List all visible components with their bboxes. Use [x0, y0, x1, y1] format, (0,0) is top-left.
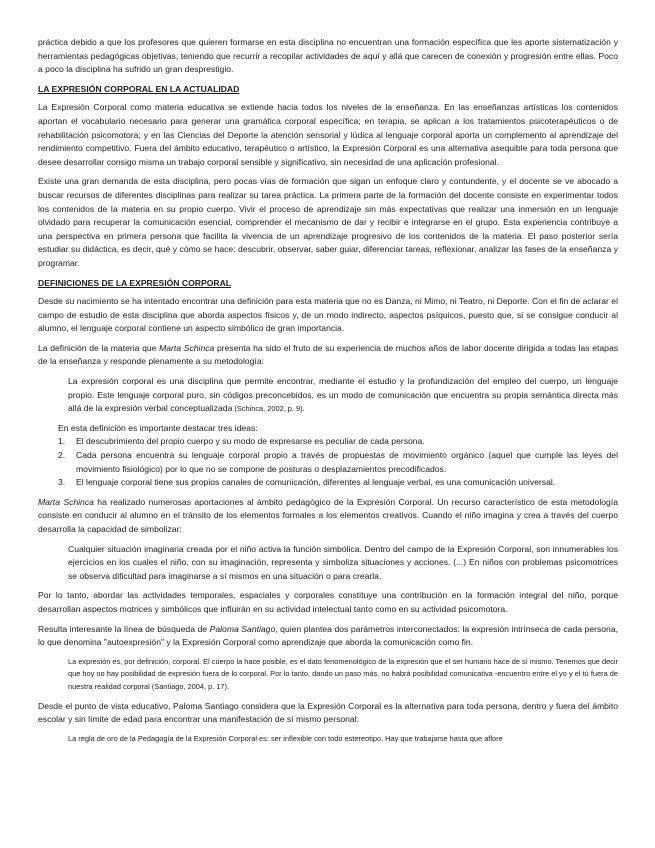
ideas-list: [38, 435, 618, 489]
quote-citation: (Schinca, 2002, p. 9).: [232, 404, 305, 414]
paragraph-schinca-definition: [38, 342, 618, 369]
paragraph-actualidad-2: Existe una gran demanda de esta disciplina, pero pocas vías de formación que sigan un enfoque claro y contundente, y el docente se ve abocado a buscar recursos de diferentes disciplinas para realizar su tarea práctica. La primera parte de la formación del docente consiste en experimentar todos los contenidos de la materia en su propio cuerpo. Vivir el proceso de aprendizaje sin más expectativas que realizar una inmersión en un lenguaje olvidado para recuperar la comunicación esencial, comprender el mecanismo de dar y recibir e integrarse en el grupo. Esta experiencia contribuye a una perspectiva en primera persona que facilita la vivencia de un aprendizaje progresivo de los contenidos de la materia. El paso posterior sería estudiar su didáctica, es decir, qué y cómo se hace: descubrir, observar, saber guiar, diferenciar tareas, reflexionar, analizar las fases de la enseñanza y programar.: [38, 176, 618, 268]
paragraph-text: Resulta interesante la línea de búsqueda de: [38, 623, 210, 634]
ideas-intro: En esta definición es importante destacar tres ideas:: [58, 422, 258, 433]
paragraph-definiciones-1: Desde su nacimiento se ha intentado encontrar una definición para esta materia que no es Danza, ni Mimo, ni Teatro, ni Deporte. Con el fin de aclarar el campo de estudio de esta disciplina que aborda aspectos físicos y, de un modo indirecto, aspectos psíquicos, puesto que, si se consigue conducir al alumno, el lenguaje corporal contiene un aspecto simbólico de gran importancia.: [38, 296, 618, 334]
quote-text: La expresión es, por definición, corporal. El cuerpo la hace posible, es el dato fenomenológico de la expresión que el ser humano hace de sí mismo. Tenemos que decir que hoy no hay posibilidad de expresión fuera de lo corporal. Por lo tanto, dando un paso más, no habrá posibilidad comunicativa -encuentro entre el yo y el tú fuera de nuestra realidad corporal (Santiago, 2004, p. 17).: [68, 656, 618, 691]
list-item: [38, 476, 618, 490]
block-quote-simbolizar: [68, 543, 618, 584]
section-heading-definiciones: DEFINICIONES DE LA EXPRESIÓN CORPORAL: [38, 277, 232, 288]
quote-text: La expresión corporal es una disciplina que permite encontrar, mediante el estudio y la profundización del empleo del cuerpo, un lenguaje propio. Este lenguaje corporal puro, sin códigos preconcebidos, es un modo de comunicación que encuentra su propia semántica directa más allá de la expresión verbal conceptualizada: [68, 376, 618, 414]
paragraph-text: presenta ha sido el fruto de su experiencia de muchos años de labor docente dirigida a todas las etapas de la enseñanza y responde plenamente a su metodología:: [38, 342, 619, 367]
author-name: Paloma Santiago: [209, 623, 276, 634]
section-heading-actualidad: LA EXPRESIÓN CORPORAL EN LA ACTUALIDAD: [38, 83, 240, 94]
list-item-text: Cada persona encuentra su lenguaje corporal propio a través de propuestas de movimiento orgánico (aquel que cumple las leyes del movimiento fisiológico) por lo que no se compone de posturas o desplazamientos precodificados.: [76, 450, 618, 474]
block-quote-santiago: [68, 656, 618, 694]
author-name: Marta Schinca: [159, 342, 215, 353]
paragraph-integral: Por lo tanto, abordar las actividades temporales, espaciales y corporales constituye una contribución en la formación integral del niño, porque desarrollan aspectos motrices y simbólicos que influirán en su actividad intelectual tanto como en su actividad psicomotora.: [38, 590, 618, 614]
list-item-text: El lenguaje corporal tiene sus propios canales de comunicación, diferentes al lenguaje verbal, es una comunicación universal.: [76, 477, 556, 488]
paragraph-text: La definición de la materia que: [38, 342, 160, 353]
quote-body: [68, 375, 618, 416]
author-name: Marta Schinca: [38, 496, 94, 507]
list-item: [38, 449, 618, 476]
intro-paragraph: práctica debido a que los profesores que quieren formarse en esta disciplina no encuentran una formación específica que les aporte sistematización y herramientas pedagógicas objetivas, teniendo que recurrir a recopilar actividades de aquí y allá que carecen de conexión y progresión entre ellas. Poco a poco la disciplina ha sufrido un gran desprestigio.: [38, 37, 618, 75]
list-item-text: El descubrimiento del propio cuerpo y su modo de expresarse es peculiar de cada persona.: [76, 436, 425, 447]
block-quote-schinca: [68, 375, 618, 416]
paragraph-educativo: Desde el punto de vista educativo, Paloma Santiago considera que la Expresión Corporal es la alternativa para toda persona, dentro y fuera del ámbito escolar y sin límite de edad para encontrar una manifestación de sí mismo personal:: [38, 700, 618, 725]
quote-text: La regla de oro de la Pedagogía de la Expresión Corporal es: ser inflexible con todo estereotipo. Hay que trabajarse hasta que aflore: [68, 733, 503, 743]
list-item: [38, 435, 618, 449]
document-page: [38, 36, 618, 751]
paragraph-actualidad-1: La Expresión Corporal como materia educativa se extiende hacia todos los niveles de la enseñanza. En las enseñanzas artísticas los contenidos aportan el vocabulario necesario para generar una gramática corporal específica; en terapia, se aplican a los tratamientos psicoterapéuticos o de rehabilitación psicomotora; y en las Ciencias del Deporte la atención sensorial y lúdica al lenguaje corporal aporta un complemento al aprendizaje del rendimiento competitivo. Fuera del ámbito educativo, terapéutico o artístico, la Expresión Corporal es una alternativa asequible para toda persona que desee desarrollar consigo misma un trabajo corporal sensible y significativo, sin necesidad de una aplicación profesional.: [38, 102, 618, 167]
list-item-number: 2.: [58, 450, 66, 461]
quote-text: Cualquier situación imaginaria creada por el niño activa la función simbólica. Dentro del campo de la Expresión Corporal, son innumerables los ejercicios en los cuales el niño, con su imaginación, representa y simboliza situaciones y acciones. (...) En niños con problemas psicomotrices se observa dificultad para imaginarse a sí mismos en una situación o para crearla.: [68, 543, 618, 581]
list-item-number: 3.: [58, 477, 66, 488]
paragraph-santiago: [38, 623, 618, 650]
paragraph-text: ha realizado numerosas aportaciones al ámbito pedagógico de la Expresión Corporal. Un recurso característico de esta metodología consiste en conducir al alumno en el tránsito de los elementos formales a los elementos creativos. Cuando el niño imagina y crea a través del cuerpo desarrolla la capacidad de simbolizar:: [38, 496, 618, 534]
paragraph-schinca-contributions: [38, 496, 618, 537]
list-item-number: 1.: [58, 436, 66, 447]
paragraph-text: , quien plantea dos parámetros interconectados: la expresión intrínseca de cada persona, lo que denomina "autoexpresión" y la Expresión Corporal como aprendizaje que aborda la comunicación como fin.: [38, 623, 618, 648]
block-quote-regla: [68, 733, 618, 746]
